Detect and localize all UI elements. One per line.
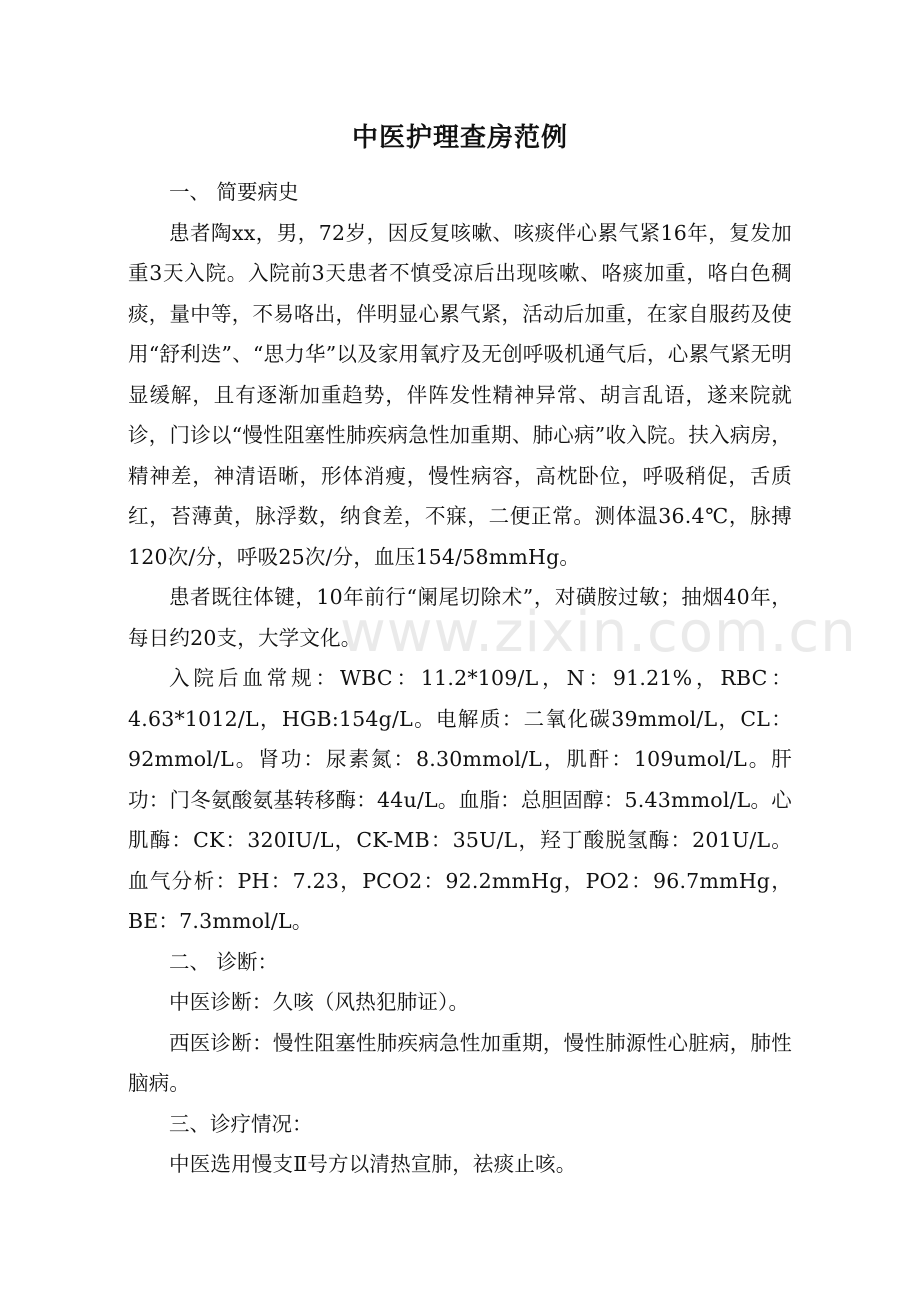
section-heading-diagnosis: 二、 诊断： [169, 949, 279, 974]
paragraph-treatment: 中医选用慢支Ⅱ号方以清热宣肺，祛痰止咳。 [169, 1152, 577, 1176]
paragraph-case-history: 患者陶xx，男，72岁，因反复咳嗽、咳痰伴心累气紧16年，复发加重3天入院。入院前3天患者不慎受凉后出现咳嗽、咯痰加重，咯白色稠痰，量中等，不易咯出，伴明显心累气紧，活动后加重，在家自服药及使用“舒利迭”、“思力华”以及家用氧疗及无创呼吸机通气后，心累气紧无明显缓解，且有逐渐加重趋势，伴阵发性精神异常、胡言乱语，遂来院就诊，门诊以“慢性阻塞性肺疾病急性加重期、肺心病”收入院。扶入病房，精神差，神清语晰，形体消瘦，慢性病容，高枕卧位，呼吸稍促，舌质红，苔薄黄，脉浮数，纳食差，不寐，二便正常。测体温36.4℃，脉搏120次/分，呼吸25次/分，血压154/58mmHg。 [128, 220, 792, 569]
paragraph-past-history: 患者既往体键，10年前行“阑尾切除术”，对磺胺过敏；抽烟40年，每日约20支，大学文化。 [128, 585, 792, 650]
paragraph-lab-results: 入院后血常规：WBC：11.2*109/L，N：91.21%，RBC：4.63*1012/L，HGB:154g/L。电解质：二氧化碳39mmol/L，CL：92mmol/L。肾功：尿素氮：8.30mmol/L，肌酐：109umol/L。肝功：门冬氨酸氨基转移酶：44u/L。血脂：总胆固醇：5.43mmol/L。心肌酶：CK：320IU/L，CK-MB：35U/L，羟丁酸脱氢酶：201U/L。血气分析：PH：7.23，PCO2：92.2mmHg，PO2：96.7mmHg，BE：7.3mmol/L。 [128, 666, 792, 933]
section-heading-history: 一、 简要病史 [169, 180, 299, 204]
watermark: www.zixin.com.cn [340, 600, 857, 665]
paragraph-western-diagnosis: 西医诊断：慢性阻塞性肺疾病急性加重期，慢性肺源性心脏病，肺性脑病。 [128, 1030, 792, 1095]
document-page [128, 118, 792, 1185]
document-title: 中医护理查房范例 [351, 123, 568, 153]
paragraph-tcm-diagnosis: 中医诊断：久咳（风热犯肺证）。 [169, 990, 470, 1014]
section-heading-treatment: 三、诊疗情况： [169, 1111, 313, 1136]
